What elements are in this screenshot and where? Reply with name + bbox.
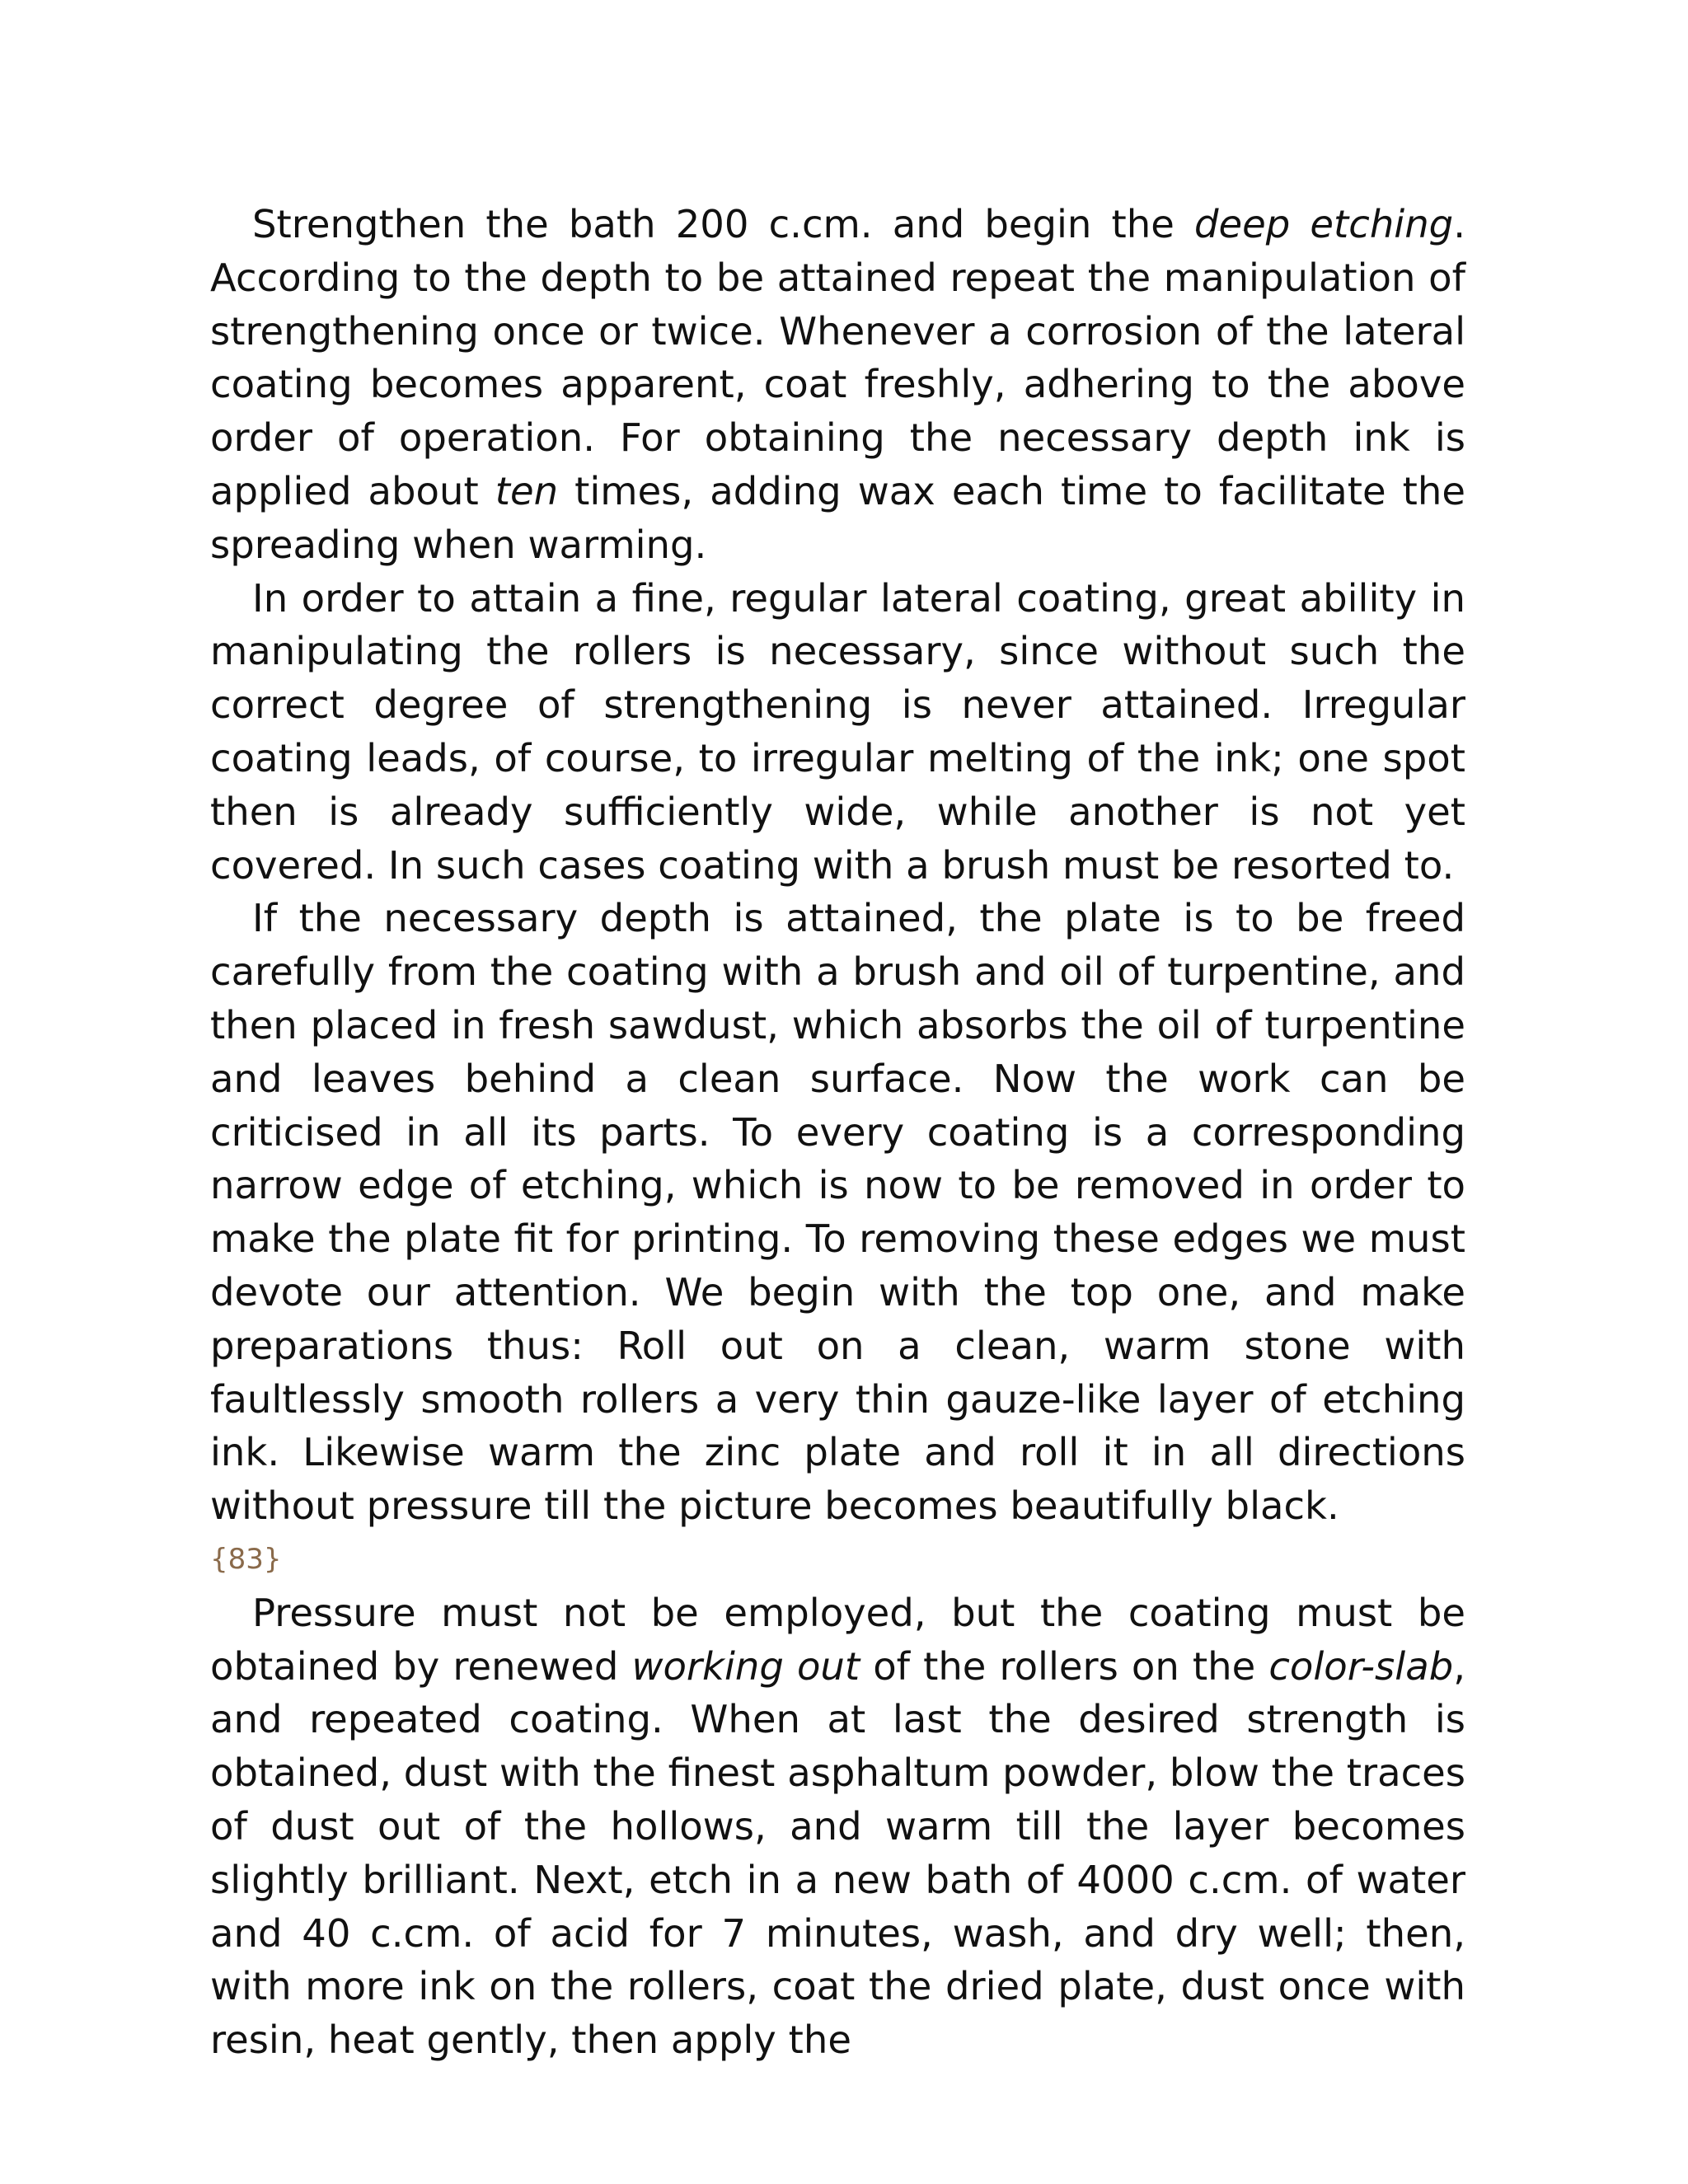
paragraph-pressure <box>210 1586 1465 2067</box>
text-run: , and repeated coating. When at last the desired strength is obtained, dust with the finest asphaltum powder, blow the traces of dust out of the hollows, and warm till the layer becomes slightly brilliant. Next, etch in a new bath of 4000 c.cm. of water and 40 c.cm. of acid for 7 minutes, wash, and dry well; then, with more ink on the rollers, coat the dried plate, dust once with resin, heat gently, then apply the <box>210 1643 1465 2063</box>
book-page <box>210 198 1465 2067</box>
text-run: of the rollers on the <box>860 1643 1269 1689</box>
emphasis-color-slab: color-slab <box>1268 1643 1454 1689</box>
page-number: {83} <box>210 1542 282 1576</box>
paragraph-lateral-coating: In order to attain a fine, regular lateral coating, great ability in manipulating the rollers is necessary, since without such the correct degree of strengthening is never attained. Irregular coating leads, of course, to irregular melting of the ink; one spot then is already sufficiently wide, while another is not yet covered. In such cases coating with a brush must be resorted to. <box>210 575 1465 888</box>
text-run: Pressure must not be employed, but the coating must be obtained by renewed <box>210 1590 1465 1689</box>
text-run: times, adding wax each time to facilitate the spreading when warming. <box>210 468 1465 567</box>
emphasis-ten: ten <box>495 468 559 513</box>
emphasis-deep-etching: deep etching <box>1194 202 1454 246</box>
text-run: Strengthen the bath 200 c.cm. and begin the <box>252 202 1195 246</box>
paragraph-deep-etching <box>210 198 1465 572</box>
paragraph-necessary-depth: If the necessary depth is attained, the plate is to be freed carefully from the coating with a brush and oil of turpentine, and then placed in fresh sawdust, which absorbs the oil of turpentine and leaves behind a clean surface. Now the work can be criticised in all its parts. To every coating is a corresponding narrow edge of etching, which is now to be removed in order to make the plate fit for printing. To removing these edges we must devote our attention. We begin with the top one, and make preparations thus: Roll out on a clean, warm stone with faultlessly smooth rollers a very thin gauze-like layer of etching ink. Likewise warm the zinc plate and roll it in all directions without pressure till the picture becomes beautifully black. <box>210 896 1465 1529</box>
emphasis-working-out: working out <box>631 1643 860 1689</box>
text-run: . According to the depth to be attained repeat the manipulation of strengthening once or twice. Whenever a corrosion of the lateral coating becomes apparent, coat freshly, adhering to the above order of operation. For obtaining the necessary depth ink is applied about <box>210 202 1465 513</box>
